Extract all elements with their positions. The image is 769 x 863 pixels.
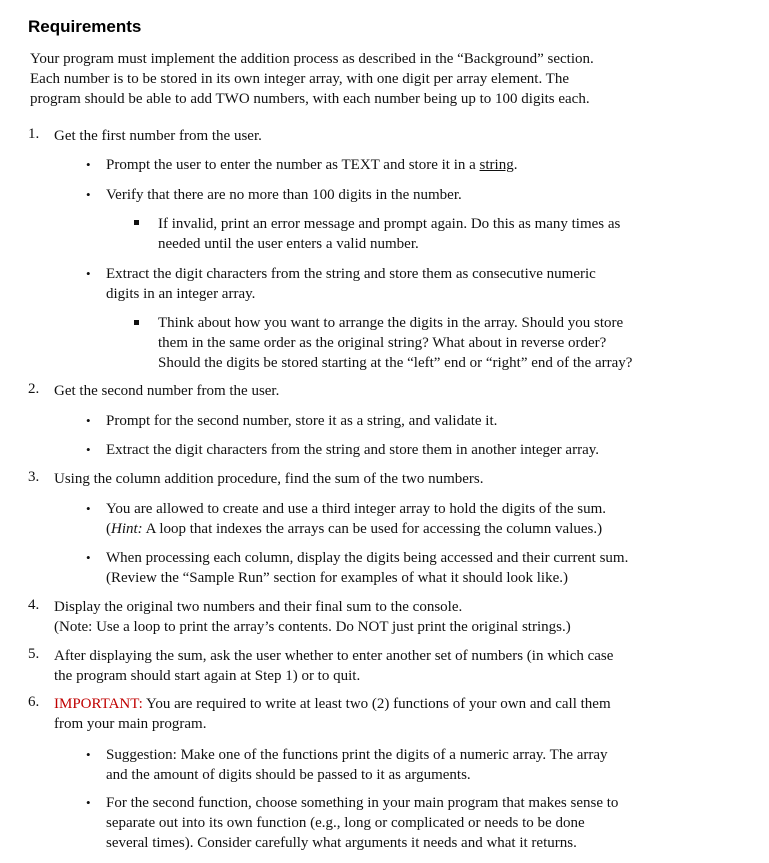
intro-line: Each number is to be stored in its own integer array, with one digit per array element. The	[30, 71, 569, 87]
intro-line: Your program must implement the addition process as described in the “Background” section.	[30, 51, 594, 67]
bullet-icon: •	[86, 442, 91, 457]
step-1-bullet-1: Prompt the user to enter the number as TEXT and store it in a string.	[106, 157, 518, 173]
intro-paragraph	[30, 49, 730, 109]
step-6-bullet-2: For the second function, choose something in your main program that makes sense to separate out into its own function (e.g., long or complicated or needs to be done several times). Consider carefully what arguments it needs and what it returns.	[106, 795, 619, 851]
step-1-text: Get the first number from the user.	[54, 128, 262, 144]
step-3-text: Using the column addition procedure, find the sum of the two numbers.	[54, 471, 484, 487]
square-bullet-icon	[134, 220, 139, 225]
step-5-text: After displaying the sum, ask the user whether to enter another set of numbers (in which case the program should start again at Step 1) or to quit.	[54, 648, 614, 684]
step-number: 3.	[28, 469, 40, 485]
step-1-bullet-2: Verify that there are no more than 100 digits in the number.	[106, 187, 462, 203]
step-6-bullet-1: Suggestion: Make one of the functions print the digits of a numeric array. The array and the amount of digits should be passed to it as arguments.	[106, 747, 608, 783]
bullet-icon: •	[86, 187, 91, 202]
step-3-bullet-1: You are allowed to create and use a third integer array to hold the digits of the sum. (Hint: A loop that indexes the arrays can be used for accessing the column values.)	[106, 501, 607, 537]
step-number: 2.	[28, 381, 40, 397]
intro-line: program should be able to add TWO numbers, with each number being up to 100 digits each.	[30, 91, 590, 107]
bullet-icon: •	[86, 747, 91, 762]
step-3-bullet-2: When processing each column, display the digits being accessed and their current sum. (Review the “Sample Run” section for examples of what it should look like.)	[106, 550, 629, 586]
step-number: 6.	[28, 694, 40, 710]
square-bullet-icon	[134, 320, 139, 325]
step-1-subbullet-2: Think about how you want to arrange the digits in the array. Should you store them in the same order as the original string? What about in reverse order? Should the digits be stored starting at the “left” end or “right” end of the array?	[158, 315, 633, 371]
bullet-icon: •	[86, 157, 91, 172]
step-4-text: Display the original two numbers and their final sum to the console. (Note: Use a loop to print the array’s contents. Do NOT just print the original strings.)	[54, 599, 571, 635]
bullet-icon: •	[86, 550, 91, 565]
step-number: 5.	[28, 646, 40, 662]
hint-label: Hint:	[111, 521, 143, 537]
bullet-icon: •	[86, 795, 91, 810]
step-number: 4.	[28, 597, 40, 613]
step-2-bullet-2: Extract the digit characters from the string and store them in another integer array.	[106, 442, 600, 458]
important-label: IMPORTANT:	[54, 696, 143, 712]
step-1-subbullet-1: If invalid, print an error message and prompt again. Do this as many times as needed until the user enters a valid number.	[158, 216, 621, 252]
step-2-text: Get the second number from the user.	[54, 383, 280, 399]
step-2-bullet-1: Prompt for the second number, store it as a string, and validate it.	[106, 413, 498, 429]
step-6-text: IMPORTANT: You are required to write at least two (2) functions of your own and call them from your main program.	[54, 696, 611, 732]
string-term: string	[479, 157, 514, 173]
step-1-bullet-3: Extract the digit characters from the string and store them as consecutive numeric digits in an integer array.	[106, 266, 596, 302]
step-number: 1.	[28, 126, 40, 142]
section-heading: Requirements	[28, 17, 142, 36]
bullet-icon: •	[86, 501, 91, 516]
bullet-icon: •	[86, 413, 91, 428]
bullet-icon: •	[86, 266, 91, 281]
